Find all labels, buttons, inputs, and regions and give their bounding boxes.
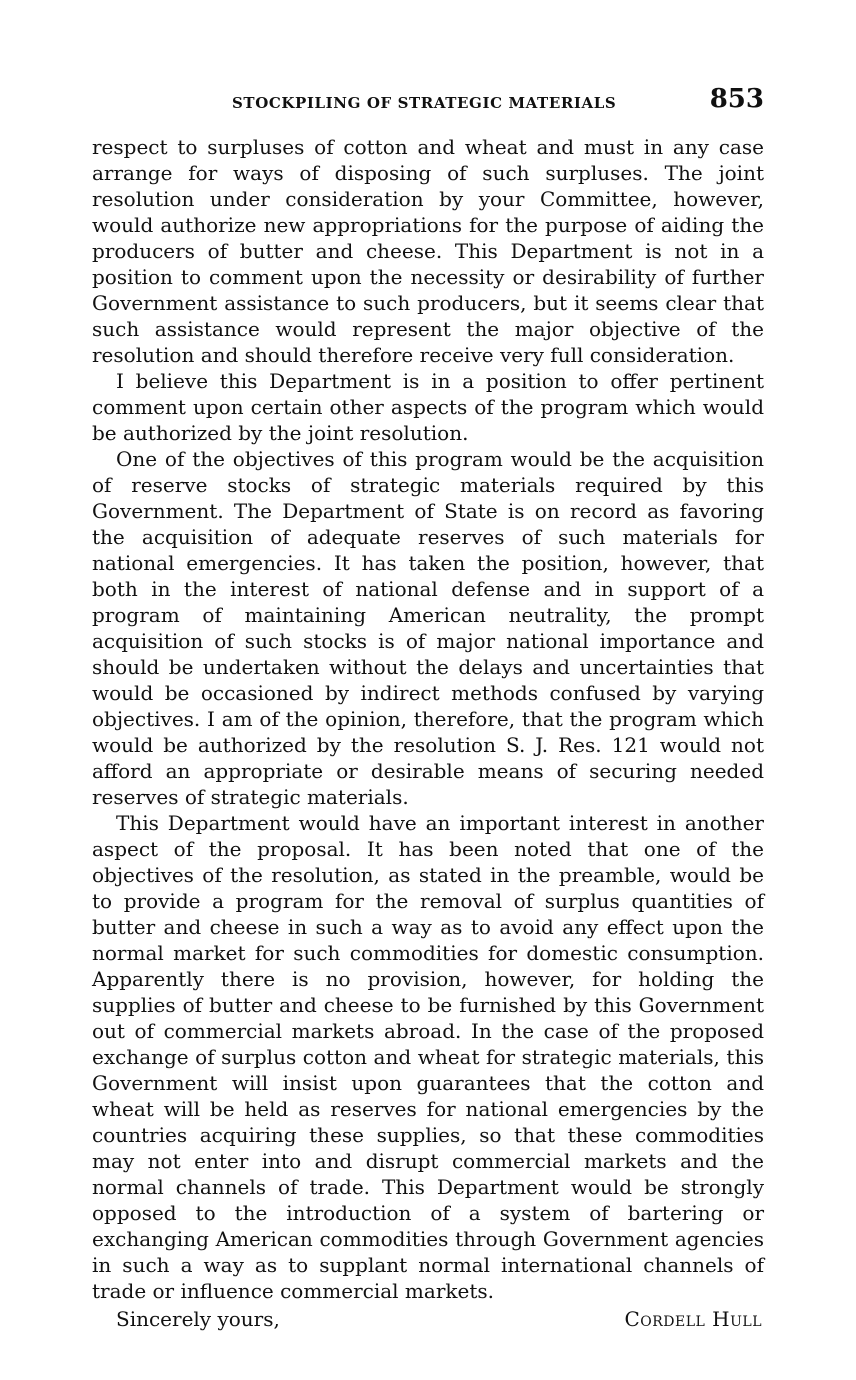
signature: Cordell Hull — [624, 1307, 762, 1331]
paragraph-butter-cheese: This Department would have an important interest in another aspect of the proposal. It has been noted that one of the objectives of the resolution, as stated in the preamble, would be to provide a program for the removal of surplus quantities of butter and cheese in such a way as to avoid any effect upon the normal market for such commodities for domestic consumption. Apparently there is no provision, however, for holding the supplies of butter and cheese to be furnished by this Government out of commercial markets abroad. In the case of the proposed exchange of surplus cotton and wheat for strategic materials, this Government will insist upon guarantees that the cotton and wheat will be held as reserves for national emergencies by the countries acquiring these supplies, so that these commodities may not enter into and disrupt commercial markets and the normal channels of trade. This Department would be strongly opposed to the introduction of a system of bartering or exchanging American commodities through Government agencies in such a way as to supplant normal international channels of trade or influence commercial markets. — [92, 811, 764, 1303]
paragraph-pertinent-comment: I believe this Department is in a position to offer pertinent comment upon certain other aspects of the program which would be authorized by the joint resolution. — [92, 369, 764, 445]
running-title: STOCKPILING OF STRATEGIC MATERIALS — [232, 94, 617, 112]
running-header — [92, 84, 764, 120]
letter-closing — [92, 1306, 764, 1334]
document-page — [92, 84, 764, 1334]
paragraph-strategic-reserves: One of the objectives of this program would be the acquisition of reserve stocks of strategic materials required by this Government. The Department of State is on record as favoring the acquisition of adequate reserves of such materials for national emergencies. It has taken the position, however, that both in the interest of national defense and in support of a program of maintaining American neutrality, the prompt acquisition of such stocks is of major national importance and should be undertaken without the delays and uncertainties that would be occasioned by indirect methods confused by varying objectives. I am of the opinion, therefore, that the program which would be authorized by the resolution S. J. Res. 121 would not afford an appropriate or desirable means of securing needed reserves of strategic materials. — [92, 447, 764, 809]
paragraph-continuation: respect to surpluses of cotton and wheat and must in any case arrange for ways of disposing of such surpluses. The joint resolution under consideration by your Committee, however, would authorize new appropriations for the purpose of aiding the producers of butter and cheese. This Department is not in a position to comment upon the necessity or desirability of further Government assistance to such producers, but it seems clear that such assistance would represent the major objective of the resolution and should therefore receive very full consideration. — [92, 135, 764, 367]
body-text — [92, 134, 764, 1304]
salutation: Sincerely yours, — [116, 1307, 280, 1331]
page-number: 853 — [709, 84, 764, 114]
